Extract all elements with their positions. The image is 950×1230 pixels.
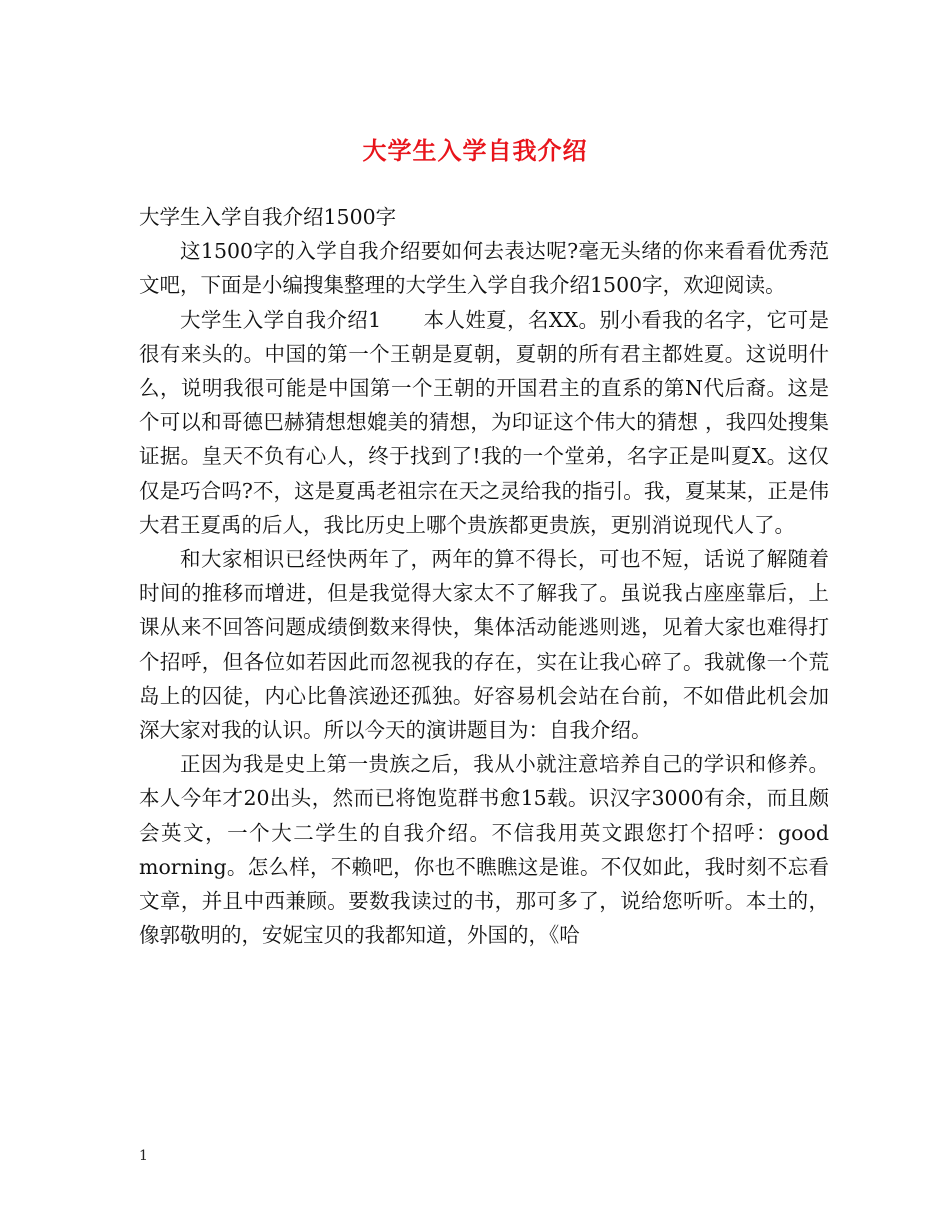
paragraph-education: 正因为我是史上第一贵族之后，我从小就注意培养自己的学识和修养。本人今年才20出头，然而已将饱览群书愈15载。识汉字3000有余，而且颇会英文，一个大二学生的自我介绍。不信我用英文跟您打个招呼：good morning。怎么样，不赖吧，你也不瞧瞧这是谁。不仅如此，我时刻不忘看文章，并且中西兼顾。要数我读过的书，那可多了，说给您听听。本土的，像郭敬明的，安妮宝贝的我都知道，外国的，《哈 (139, 752, 829, 948)
paragraph-acquaintance: 和大家相识已经快两年了，两年的算不得长，可也不短，话说了解随着时间的推移而增进，但是我觉得大家太不了解我了。虽说我占座座靠后，上课从来不回答问题成绩倒数来得快，集体活动能逃则逃，见着大家也难得打个招呼，但各位如若因此而忽视我的存在，实在让我心碎了。我就像一个荒岛上的囚徒，内心比鲁滨逊还孤独。好容易机会站在台前，不如借此机会加深大家对我的认识。所以今天的演讲题目为：自我介绍。 (139, 547, 829, 743)
paragraph-ancestry: 大学生入学自我介绍1 本人姓夏，名XX。别小看我的名字，它可是很有来头的。中国的第一个王朝是夏朝，夏朝的所有君主都姓夏。这说明什么，说明我很可能是中国第一个王朝的开国君主的直系的第N代后裔。这是个可以和哥德巴赫猜想想媲美的猜想，为印证这个伟大的猜想 ，我四处搜集证据。皇天不负有心人，终于找到了!我的一个堂弟，名字正是叫夏X。这仅仅是巧合吗?不，这是夏禹老祖宗在天之灵给我的指引。我，夏某某，正是伟大君王夏禹的后人，我比历史上哪个贵族都更贵族，更别消说现代人了。 (139, 307, 829, 537)
paragraph-intro: 这1500字的入学自我介绍要如何去表达呢?毫无头绪的你来看看优秀范文吧，下面是小编搜集整理的大学生入学自我介绍1500字，欢迎阅读。 (139, 239, 829, 298)
document-body (139, 200, 829, 952)
page-number: 1 (139, 1148, 148, 1164)
document-subtitle: 大学生入学自我介绍1500字 (139, 205, 397, 229)
document-title: 大学生入学自我介绍 (362, 136, 588, 165)
